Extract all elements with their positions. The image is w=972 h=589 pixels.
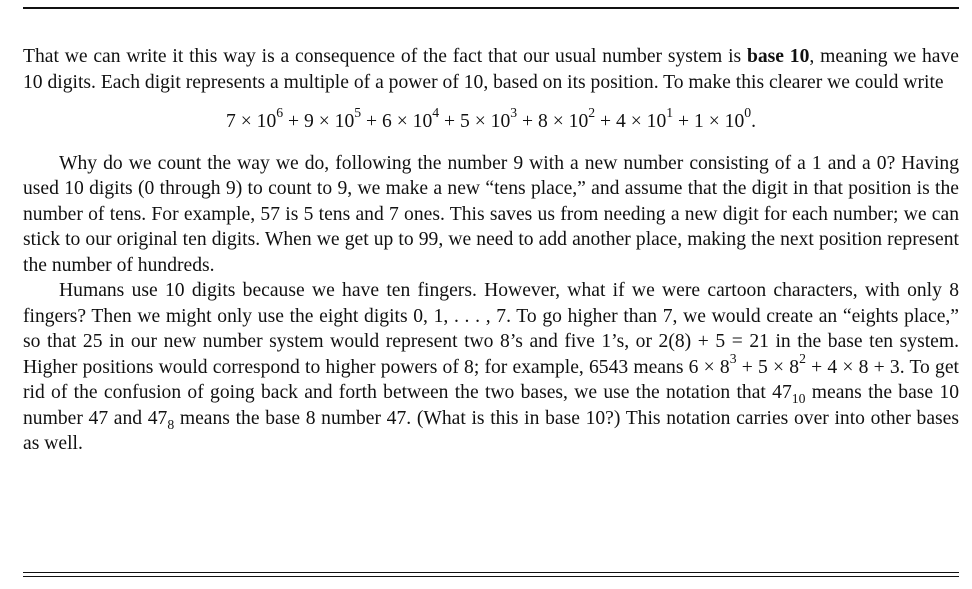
eq-period: . — [751, 111, 757, 132]
paragraph-1 — [23, 44, 959, 95]
eq-plus: + — [522, 111, 534, 132]
eq-plus: + — [600, 111, 612, 132]
eq-plus: + — [678, 111, 690, 132]
bottom-rule-lower — [23, 576, 959, 577]
eq-plus: + — [444, 111, 456, 132]
page-content — [23, 44, 959, 457]
eq-term-4: $5 \times 10^3$ — [459, 105, 518, 132]
eq-term-7: $1 \times 10^0$ — [693, 105, 752, 132]
paragraph-1-text-b: , meaning we have 10 digits. Each digit represents a multiple of a power of 10, based on its position. To make this clearer we could write — [23, 46, 959, 93]
eq-plus: + — [288, 111, 300, 132]
eq-term-5: $8 \times 10^2$ — [537, 105, 596, 132]
bottom-rule-upper — [23, 572, 959, 573]
display-equation — [23, 105, 959, 135]
paragraph-3: Humans use 10 digits because we have ten fingers. However, what if we were cartoon characters, with only 8 fingers? Then we might only use the eight digits 0, 1, . . . , 7. To go higher than 7, we would create an “eights place,” so that 25 in our new number system would represent two 8’s and five 1’s, or 2(8) + 5 = 21 in the base ten system. Higher positions would correspond to higher powers of 8; for example, 6543 means $6 \times 8^3 + 5 \times 8^2 + 4 \times 8 + 3$. To get rid of the confusion of going back and forth between the two bases, we use the notation that $47_{10}$ means the base 10 number 47 and $47_8$ means the base 8 number 47. (What is this in base 10?) This notation carries over into other bases as well. — [23, 280, 960, 454]
paragraph-2: Why do we count the way we do, following the number 9 with a new number consisting of a 1 and a 0? Having used 10 digits (0 through 9) to count to 9, we make a new “tens place,” and assume that the digit in that position is the number of tens. For example, 57 is 5 tens and 7 ones. This saves us from needing a new digit for each number; we can stick to our original ten digits. When we get up to 99, we need to add another place, making the next position represent the number of hundreds. — [23, 152, 959, 276]
paragraph-1-text-a: That we can write it this way is a consequence of the fact that our usual number system is — [23, 46, 747, 67]
eq-term-2: $9 \times 10^5$ — [303, 105, 362, 132]
eq-term-3: $6 \times 10^4$ — [381, 105, 440, 132]
eq-term-6: $4 \times 10^1$ — [615, 105, 674, 132]
eq-plus: + — [366, 111, 378, 132]
eq-term-1: $7 \times 10^6$ — [225, 105, 284, 132]
top-rule — [23, 7, 959, 9]
paragraph-1-bold-term: base 10 — [746, 46, 810, 67]
